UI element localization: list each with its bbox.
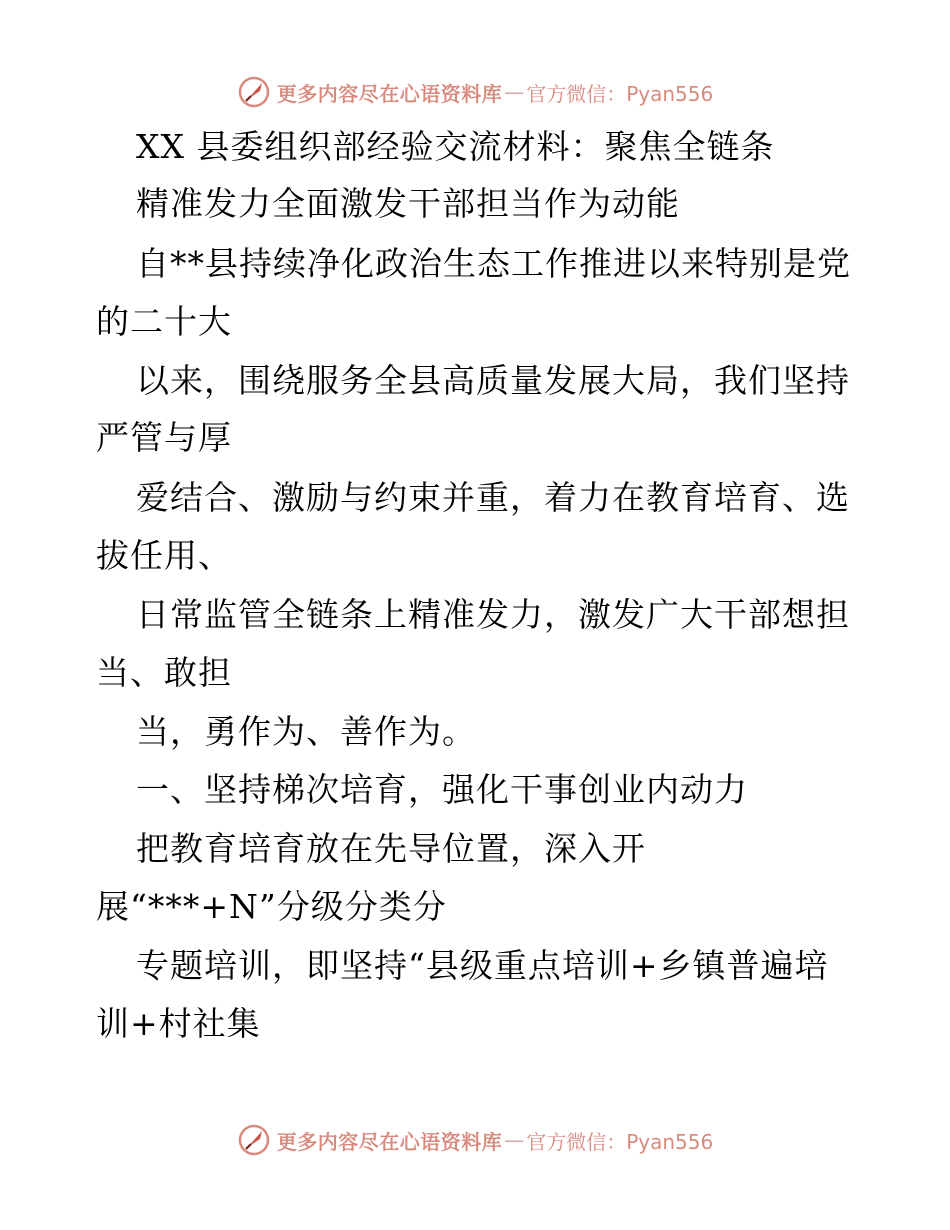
paragraph-line: 当，勇作为、善作为。 [136,712,476,751]
paragraph-line: 严管与厚 [96,418,232,457]
section-heading: 一、坚持梯次培育，强化干事创业内动力 [136,770,748,809]
paragraph-line: 的二十大 [96,302,232,341]
paragraph-line: 日常监管全链条上精准发力，激发广大干部想担 [136,595,850,634]
paragraph-line: 当、敢担 [96,653,232,692]
doc-title-line-1: XX 县委组织部经验交流材料：聚焦全链条 [136,127,775,166]
quill-logo-icon [237,1123,271,1157]
paragraph-line: 自**县持续净化政治生态工作推进以来特别是党 [136,244,851,283]
watermark-separator: — [504,1128,525,1152]
watermark-wechat-text: 官方微信：Pyan556 [526,1129,714,1154]
watermark-separator: — [504,80,525,104]
watermark-site-text: 更多内容尽在心语资料库 [276,81,503,106]
paragraph-line: 训+村社集 [96,1004,261,1043]
doc-title-line-2: 精准发力全面激发干部担当作为动能 [136,184,680,223]
watermark-wechat-text: 官方微信：Pyan556 [526,81,714,106]
paragraph-line: 展“***+N”分级分类分 [96,887,447,926]
paragraph-line: 以来，围绕服务全县高质量发展大局，我们坚持 [136,361,850,400]
watermark-site-text: 更多内容尽在心语资料库 [276,1129,503,1154]
paragraph-line: 爱结合、激励与约束并重，着力在教育培育、选 [136,478,850,517]
footer-watermark [0,1120,950,1160]
paragraph-line: 把教育培育放在先导位置，深入开 [136,829,646,868]
paragraph-line: 拔任用、 [96,536,232,575]
header-watermark [0,72,950,112]
quill-logo-icon [237,75,271,109]
paragraph-line: 专题培训，即坚持“县级重点培训+乡镇普遍培 [136,946,829,985]
